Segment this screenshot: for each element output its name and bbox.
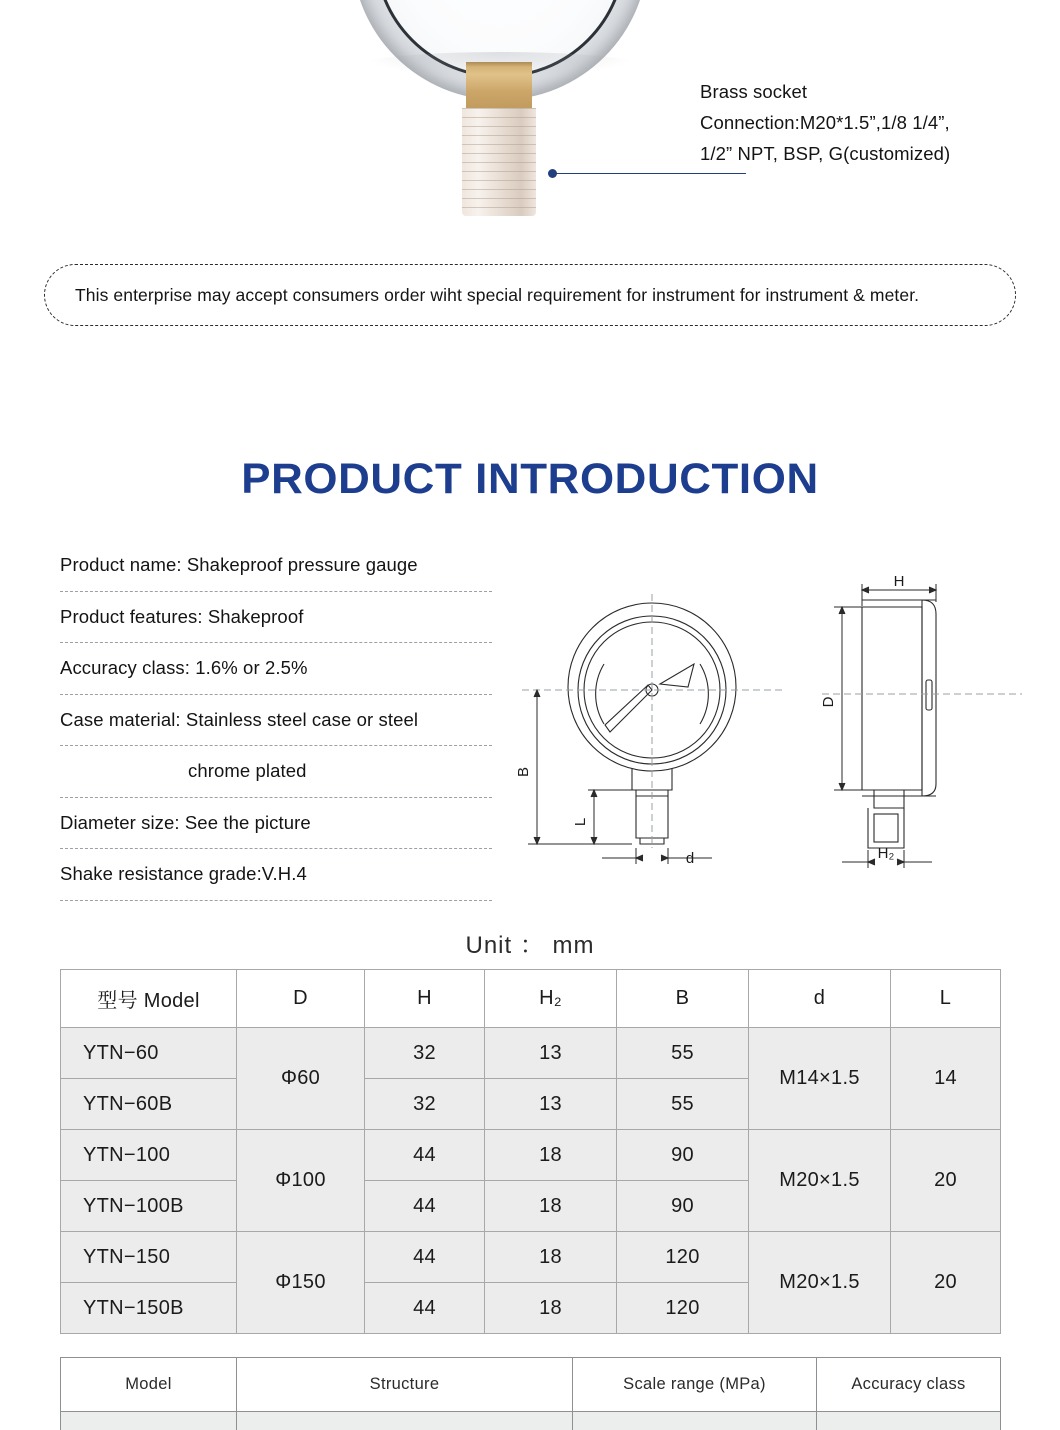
- table-row: [61, 1028, 1001, 1079]
- table-cell-model: YTN−100: [61, 1130, 237, 1181]
- callout-leader-line: [556, 173, 746, 174]
- dimension-table-header-cell: H₂: [485, 970, 617, 1028]
- table-cell-b: 90: [617, 1130, 749, 1181]
- callout-line-3: 1/2” NPT, BSP, G(customized): [700, 143, 951, 164]
- scale-range-cell-model: [61, 1412, 237, 1430]
- table-cell-h: 44: [365, 1232, 485, 1283]
- table-cell-h: 32: [365, 1028, 485, 1079]
- spec-row-text: Accuracy class: 1.6% or 2.5%: [60, 657, 308, 679]
- dim-label-h: H: [893, 573, 905, 590]
- table-cell-h2: 13: [485, 1028, 617, 1079]
- dim-label-h2: H₂: [877, 845, 895, 862]
- table-cell-thread: M20×1.5: [749, 1130, 891, 1232]
- table-cell-h: 44: [365, 1130, 485, 1181]
- spec-row: [60, 746, 492, 798]
- table-cell-h2: 18: [485, 1283, 617, 1334]
- scale-range-header-cell: Scale range (MPa): [573, 1358, 817, 1412]
- table-cell-h2: 18: [485, 1130, 617, 1181]
- table-cell-thread: M14×1.5: [749, 1028, 891, 1130]
- scale-range-cell-accuracy: [817, 1412, 1001, 1430]
- table-cell-h2: 18: [485, 1181, 617, 1232]
- table-cell-h: 32: [365, 1079, 485, 1130]
- spec-row: [60, 592, 492, 644]
- scale-range-body: [61, 1412, 1001, 1430]
- dim-label-d-small: d: [685, 850, 695, 867]
- scale-range-header-cell: Model: [61, 1358, 237, 1412]
- dimension-table: [60, 969, 1001, 1334]
- table-cell-b: 55: [617, 1079, 749, 1130]
- table-cell-model: YTN−100B: [61, 1181, 237, 1232]
- table-cell-l: 20: [891, 1232, 1001, 1334]
- side-neck: [874, 790, 904, 808]
- dimension-table-header-cell: L: [891, 970, 1001, 1028]
- product-spec-list: [60, 540, 492, 901]
- table-cell-b: 90: [617, 1181, 749, 1232]
- table-cell-b: 120: [617, 1283, 749, 1334]
- callout-line-1: Brass socket: [700, 81, 808, 102]
- notice-text: This enterprise may accept consumers order wiht special requirement for instrument for instrument & meter.: [75, 284, 920, 305]
- table-cell-h: 44: [365, 1181, 485, 1232]
- side-thread-inner: [874, 814, 898, 842]
- dimension-table-header-cell: B: [617, 970, 749, 1028]
- dimension-table-header-row: [61, 970, 1001, 1028]
- dim-label-d-big: D: [820, 696, 837, 708]
- side-case-body: [862, 607, 922, 790]
- scale-range-header-cell: Structure: [237, 1358, 573, 1412]
- table-cell-diameter: Φ150: [237, 1232, 365, 1334]
- spec-row-text: Shake resistance grade:V.H.4: [60, 863, 307, 885]
- table-cell-b: 55: [617, 1028, 749, 1079]
- table-cell-model: YTN−150: [61, 1232, 237, 1283]
- spec-row: [60, 695, 492, 747]
- table-cell-b: 120: [617, 1232, 749, 1283]
- front-window-arc-right: [700, 664, 708, 724]
- dimension-table-header-cell: d: [749, 970, 891, 1028]
- front-window-arc-left: [596, 664, 604, 724]
- product-photo: [0, 0, 1060, 240]
- table-row: [61, 1412, 1001, 1430]
- scale-range-cell-structure: [237, 1412, 573, 1430]
- spec-row-text: Product name: Shakeproof pressure gauge: [60, 554, 418, 576]
- callout-line-2: Connection:M20*1.5”,1/8 1/4”,: [700, 112, 950, 133]
- dimension-table-header-cell: 型号 Model: [61, 970, 237, 1028]
- custom-order-notice: [44, 264, 1016, 326]
- table-cell-diameter: Φ100: [237, 1130, 365, 1232]
- front-pointer: [605, 685, 652, 732]
- dimension-drawing-svg: [512, 572, 1032, 872]
- table-cell-l: 14: [891, 1028, 1001, 1130]
- table-cell-h2: 13: [485, 1079, 617, 1130]
- brass-socket-callout: [700, 76, 1040, 169]
- table-cell-model: YTN−60B: [61, 1079, 237, 1130]
- spec-row-text: Diameter size: See the picture: [60, 811, 311, 833]
- spec-row-text: chrome plated: [188, 760, 307, 782]
- technical-drawings: [512, 572, 1032, 872]
- spec-row-text: Case material: Stainless steel case or steel: [60, 708, 419, 730]
- table-cell-diameter: Φ60: [237, 1028, 365, 1130]
- unit-label: Unit ： mm: [465, 932, 595, 959]
- table-cell-model: YTN−60: [61, 1028, 237, 1079]
- dim-label-b: B: [515, 766, 532, 778]
- side-bezel: [922, 600, 936, 796]
- spec-row: [60, 798, 492, 850]
- table-cell-l: 20: [891, 1130, 1001, 1232]
- side-window-slot: [926, 680, 932, 710]
- dim-label-l: L: [572, 817, 589, 827]
- scale-range-header-cell: Accuracy class: [817, 1358, 1001, 1412]
- threaded-connection: [462, 108, 536, 216]
- spec-row: [60, 849, 492, 901]
- page-title: PRODUCT INTRODUCTION: [241, 455, 819, 503]
- scale-range-cell-scale: [573, 1412, 817, 1430]
- brass-socket-hex: [466, 62, 532, 110]
- table-row: [61, 1130, 1001, 1181]
- scale-range-table: [60, 1357, 1001, 1430]
- scale-range-header-row: [61, 1358, 1001, 1412]
- table-row: [61, 1232, 1001, 1283]
- table-cell-h2: 18: [485, 1232, 617, 1283]
- spec-row-text: Product features: Shakeproof: [60, 605, 304, 627]
- dimension-table-header-cell: D: [237, 970, 365, 1028]
- table-cell-thread: M20×1.5: [749, 1232, 891, 1334]
- spec-row: [60, 540, 492, 592]
- spec-row: [60, 643, 492, 695]
- dimension-table-body: [61, 1028, 1001, 1334]
- table-cell-model: YTN−150B: [61, 1283, 237, 1334]
- table-cell-h: 44: [365, 1283, 485, 1334]
- front-pointer-tail: [660, 664, 694, 687]
- dimension-table-header-cell: H: [365, 970, 485, 1028]
